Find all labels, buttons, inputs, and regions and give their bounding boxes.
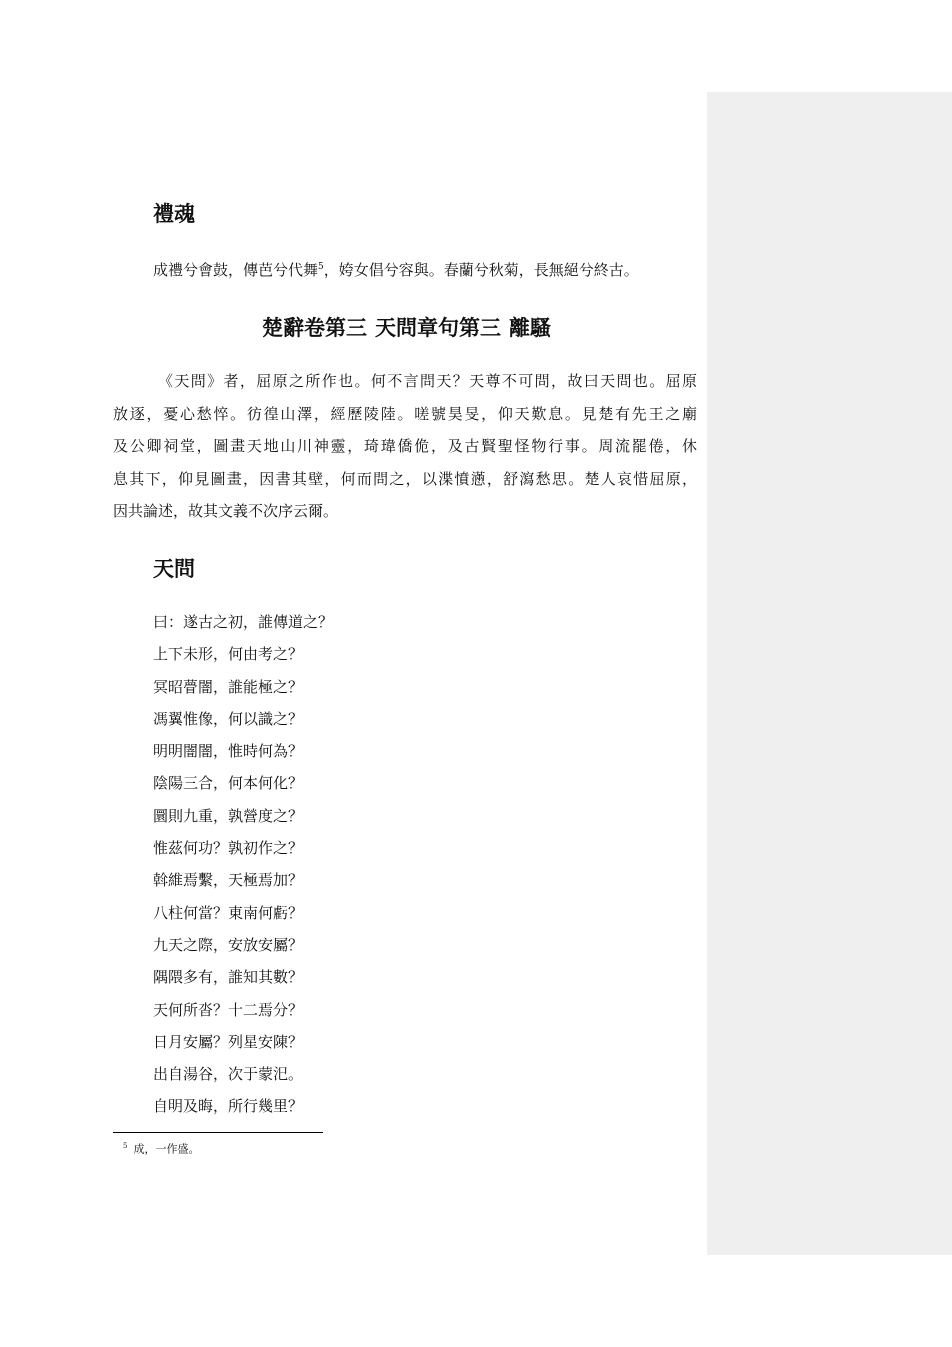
preface-line: 息其下，仰見圖畫，因書其壁，何而問之，以渫憤懣，舒瀉愁思。楚人哀惜屈原， — [113, 469, 697, 488]
footnote-number: 5 — [123, 1142, 128, 1150]
verse-line: 馮翼惟像，何以識之？ — [153, 709, 304, 728]
verse-line: 上下未形，何由考之？ — [153, 645, 304, 664]
preface-line: 放逐，憂心愁悴。彷徨山澤，經歷陵陸。嗟號昊旻，仰天歎息。見楚有先王之廟 — [113, 404, 697, 423]
section-heading-lihun: 禮魂 — [153, 202, 195, 226]
footnote-reference[interactable]: 5 — [318, 262, 324, 272]
verse-line: 曰：遂古之初，誰傳道之？ — [153, 613, 334, 631]
verse-list — [153, 611, 333, 1128]
preface-line: 及公卿祠堂，圖畫天地山川神靈，琦瑋僑佹，及古賢聖怪物行事。周流罷倦，休 — [113, 437, 697, 456]
lihun-verse-part-b: ，姱女倡兮容與。春蘭兮秋菊，長無絕兮終古。 — [323, 261, 639, 279]
verse-line: 圜則九重，孰營度之？ — [153, 806, 304, 825]
verse-line: 九天之際，安放安屬？ — [153, 935, 304, 954]
verse-line: 斡維焉繫，天極焉加？ — [153, 871, 304, 890]
verse-line: 隅隈多有，誰知其數？ — [153, 968, 304, 987]
footnote-separator — [113, 1132, 323, 1133]
preface-paragraph — [113, 370, 697, 533]
verse-line: 自明及晦，所行幾里？ — [153, 1097, 304, 1116]
chapter-title-part: 天問章句第三 — [375, 316, 501, 340]
footnote-text: 成，一作盛。 — [133, 1142, 200, 1156]
verse-line: 陰陽三合，何本何化？ — [153, 774, 304, 793]
chapter-title — [113, 315, 700, 341]
verse-line: 天何所沓？十二焉分？ — [153, 1000, 304, 1019]
chapter-title-part: 離騷 — [509, 316, 551, 340]
verse-line: 日月安屬？列星安陳？ — [153, 1032, 304, 1051]
lihun-verse — [153, 259, 639, 281]
preface-line: 因共論述，故其文義不次序云爾。 — [113, 502, 339, 521]
verse-line: 冥昭瞢闇，誰能極之？ — [153, 677, 304, 696]
verse-line: 八柱何當？東南何虧？ — [153, 903, 304, 922]
lihun-verse-part-a: 成禮兮會鼓，傳芭兮代舞 — [153, 261, 319, 279]
comment-margin-pane — [707, 92, 952, 1255]
section-heading-tianwen: 天問 — [153, 557, 195, 581]
preface-line: 《天問》者，屈原之所作也。何不言問天？天尊不可問，故曰天問也。屈原 — [158, 372, 697, 390]
verse-line: 明明闇闇，惟時何為？ — [153, 742, 304, 761]
verse-line: 出自湯谷，次于蒙汜。 — [153, 1065, 304, 1084]
verse-line: 惟茲何功？孰初作之？ — [153, 839, 304, 858]
chapter-title-part: 楚辭卷第三 — [262, 316, 367, 340]
footnote — [123, 1137, 199, 1159]
